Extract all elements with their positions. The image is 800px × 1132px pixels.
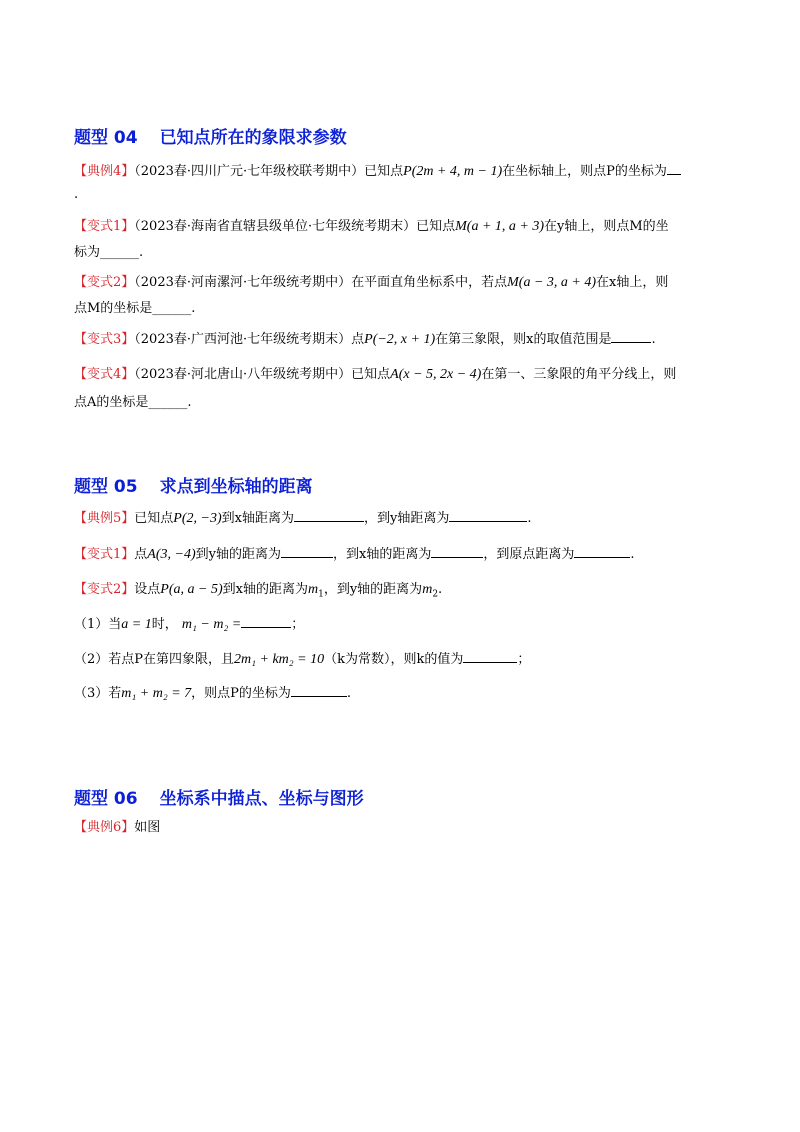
item-text: 到y轴的距离为 [195,547,281,562]
item-text: ，到原点距离为 [483,547,575,562]
item-text: ，到y轴的距离为 [323,582,423,597]
answer-blank[interactable] [667,162,681,175]
variant-2-05: 【变式2】设点P(a, a − 5)到x轴的距离为$m_1$，到y轴的距离为$m_2$. [74,582,443,600]
item-math: P(2m + 4, m − 1) [403,164,503,179]
item-text: 设点 [134,582,161,597]
section-heading-04 [74,123,347,148]
item-text: 当 [108,617,122,632]
item-cont: . [74,187,79,202]
item-math: A(3, −4) [147,547,196,562]
item-text: ，则点P的坐标为 [191,686,291,701]
item-cont: 标为______. [74,245,144,260]
item-math: A(x − 5, 2x − 4) [390,367,482,382]
item-text: 在第三象限，则x的取值范围是 [435,332,612,347]
item-text: . [527,511,532,526]
answer-blank[interactable] [241,615,291,628]
variant-2 [74,274,668,292]
item-text: 在x轴上，则 [596,275,669,290]
item-math: m₁ + m₂ = 7 [121,686,192,701]
item-tag: 【变式4】 [74,367,135,382]
item-text: 时， [151,617,178,632]
item-text: 到x轴的距离为 [222,582,308,597]
item-text: 在坐标轴上，则点P的坐标为 [502,164,667,179]
item-text: 在y轴上，则点M的坐 [544,219,669,234]
variant-4-cont [74,394,192,412]
sub-question-1 [74,615,304,634]
item-text: 若点P在第四象限，且 [108,652,235,667]
item-math: P(−2, x + 1) [364,332,436,347]
heading-code: 题型 05 [74,477,138,497]
item-tag: 【变式1】 [74,219,135,234]
item-math: m [422,582,433,597]
item-math: P(a, a − 5) [160,582,223,597]
item-math: 2m₁ + km₂ = 10 [234,652,325,667]
heading-title: 求点到坐标轴的距离 [159,477,313,497]
item-math: a = 1 [121,617,152,632]
answer-blank[interactable] [291,684,347,697]
item-text: ； [291,617,305,632]
item-tag: 【变式2】 [74,275,135,290]
item-tag: 【变式3】 [74,332,135,347]
variant-3: 【变式3】（2023春·广西河池·七年级统考期末）点P(−2, x + 1)在第三象限，则x的取值范围是 . [74,332,656,347]
sub-question-3 [74,684,351,703]
item-text: （2023春·四川广元·七年级校联考期中）已知点 [134,164,404,179]
item-tag: 【变式1】 [74,547,135,562]
item-tag: 【典例5】 [74,511,135,526]
answer-blank[interactable] [449,509,527,522]
example-4 [74,162,681,181]
answer-blank[interactable] [463,650,517,663]
answer-blank[interactable] [281,545,333,558]
heading-title: 坐标系中描点、坐标与图形 [159,789,364,809]
item-math: M(a + 1, a + 3) [455,219,545,234]
variant-1-05 [74,545,634,564]
item-label: （3） [74,686,109,701]
item-text: . [346,686,352,701]
item-text: （2023春·广西河池·七年级统考期末）点 [134,332,365,347]
item-text: 在第一、三象限的角平分线上，则 [481,367,677,382]
item-text: ； [517,652,531,667]
section-heading-06 [74,784,364,809]
variant-1-cont [74,244,143,262]
item-label: （1） [74,617,109,632]
example-5 [74,509,531,528]
item-text: 若 [108,686,122,701]
item-text: （2023春·河南漯河·七年级统考期中）在平面直角坐标系中，若点 [134,275,508,290]
item-text: . [438,582,443,597]
item-tag: 【典例4】 [74,164,135,179]
item-text: 点 [134,547,148,562]
heading-code: 题型 06 [74,789,138,809]
item-text: 到x轴距离为 [221,511,294,526]
heading-code: 题型 04 [74,128,138,148]
item-math: m [307,582,319,597]
variant-2-cont [74,300,195,318]
variant-4 [74,366,676,384]
item-text: ，到y轴距离为 [363,511,450,526]
item-tag: 【典例6】 [74,820,135,835]
item-cont: 点M的坐标是______. [74,301,196,316]
heading-title: 已知点所在的象限求参数 [159,128,347,148]
item-tag: 【变式2】 [74,582,135,597]
item-label: （2） [74,652,109,667]
sub-question-2 [74,650,530,669]
item-text: （2023春·海南省直辖县级单位·七年级统考期末）已知点 [134,219,456,234]
item-text: 如图 [134,820,161,835]
answer-blank[interactable] [431,545,483,558]
answer-blank[interactable] [294,509,364,522]
item-text: （k为常数），则k的值为 [324,652,464,667]
item-text: ，到x轴的距离为 [332,547,432,562]
item-text: . [630,547,635,562]
answer-blank[interactable] [574,545,630,558]
item-cont: 点A的坐标是______. [74,395,192,410]
example-6 [74,819,160,837]
item-text: 已知点 [134,511,174,526]
answer-blank[interactable] [611,330,651,343]
item-math: M(a − 3, a + 4) [507,275,597,290]
item-text: （2023春·河北唐山·八年级统考期中）已知点 [134,367,391,382]
item-math: P(2, −3) [173,511,222,526]
section-heading-05 [74,472,313,497]
item-math: m₁ − m₂ = [181,617,242,632]
example-4-cont [74,186,78,204]
variant-1 [74,218,669,236]
